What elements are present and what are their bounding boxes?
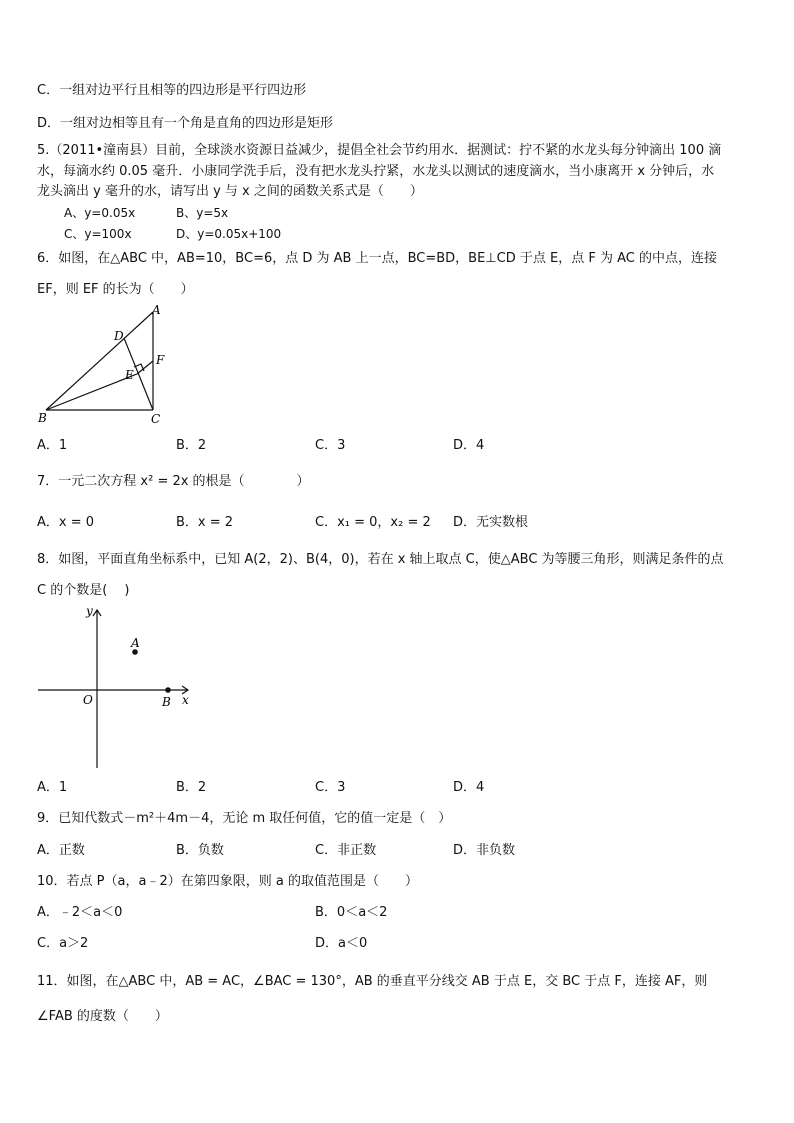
q6-option-c[interactable]: C．3 <box>315 438 346 453</box>
segment-ab <box>46 312 153 410</box>
q8-text-line1: 8．如图，平面直角坐标系中，已知 A(2，2)、B(4，0)，若在 x 轴上取点 C，使△ABC 为等腰三角形，则满足条件的点 <box>37 552 724 567</box>
q9-text: 9．已知代数式－m²＋4m－4，无论 m 取任何值，它的值一定是（ ） <box>37 811 452 826</box>
label-o: O <box>83 693 93 707</box>
label-f: F <box>156 353 165 367</box>
q9-option-b[interactable]: B．负数 <box>176 843 224 858</box>
q7-option-a[interactable]: A．x = 0 <box>37 515 95 530</box>
prev-option-c: C．一组对边平行且相等的四边形是平行四边形 <box>37 83 307 98</box>
label-c: C <box>151 412 161 426</box>
q7-option-d[interactable]: D．无实数根 <box>453 515 529 530</box>
q6-option-b[interactable]: B．2 <box>176 438 207 453</box>
q10-option-a[interactable]: A．﹣2＜a＜0 <box>37 905 123 920</box>
q6-text-line2: EF，则 EF 的长为（ ） <box>37 282 194 297</box>
q8-coordinate-figure <box>30 600 200 772</box>
label-e: E <box>125 368 134 382</box>
q10-option-b[interactable]: B．0＜a＜2 <box>315 905 388 920</box>
q8-option-b[interactable]: B．2 <box>176 780 207 795</box>
q8-option-c[interactable]: C．3 <box>315 780 346 795</box>
q6-text-line1: 6．如图，在△ABC 中，AB=10，BC=6，点 D 为 AB 上一点，BC=BD，BE⊥CD 于点 E，点 F 为 AC 的中点，连接 <box>37 251 717 266</box>
label-a: A <box>131 636 140 650</box>
q5-text-line1: 5.（2011•潼南县）目前，全球淡水资源日益减少，提倡全社会节约用水．据测试：拧不紧的水龙头每分钟滴出 100 滴 <box>37 143 722 158</box>
q6-triangle-figure <box>30 300 180 430</box>
prev-option-d: D．一组对边相等且有一个角是直角的四边形是矩形 <box>37 116 334 131</box>
q10-option-d[interactable]: D．a＜0 <box>315 936 368 951</box>
point-a <box>132 649 138 655</box>
point-b <box>165 687 171 693</box>
q7-option-b[interactable]: B．x = 2 <box>176 515 234 530</box>
q9-option-a[interactable]: A．正数 <box>37 843 85 858</box>
q7-text: 7．一元二次方程 x² = 2x 的根是（ ） <box>37 474 310 489</box>
q5-text-line3: 龙头滴出 y 毫升的水，请写出 y 与 x 之间的函数关系式是（ ） <box>37 184 423 199</box>
label-a: A <box>152 303 161 317</box>
q5-option-c[interactable]: C、y=100x <box>64 227 132 241</box>
q5-option-b[interactable]: B、y=5x <box>176 206 229 220</box>
q5-option-d[interactable]: D、y=0.05x+100 <box>176 227 282 241</box>
q5-text-line2: 水，每滴水约 0.05 毫升．小康同学洗手后，没有把水龙头拧紧，水龙头以测试的速度滴水，当小康离开 x 分钟后，水 <box>37 164 715 179</box>
q10-text: 10．若点 P（a，a﹣2）在第四象限，则 a 的取值范围是（ ） <box>37 874 418 889</box>
q10-option-c[interactable]: C．a＞2 <box>37 936 89 951</box>
q11-text-line1: 11．如图，在△ABC 中，AB = AC，∠BAC = 130°，AB 的垂直平分线交 AB 于点 E，交 BC 于点 F，连接 AF，则 <box>37 974 708 989</box>
label-d: D <box>114 329 124 343</box>
q8-option-a[interactable]: A．1 <box>37 780 68 795</box>
label-b: B <box>38 411 47 425</box>
q11-text-line2: ∠FAB 的度数（ ） <box>37 1009 168 1024</box>
segment-ef <box>137 361 153 374</box>
q6-option-a[interactable]: A．1 <box>37 438 68 453</box>
segment-be <box>46 374 137 410</box>
q8-option-d[interactable]: D．4 <box>453 780 485 795</box>
label-x: x <box>182 693 189 707</box>
q6-option-d[interactable]: D．4 <box>453 438 485 453</box>
q5-option-a[interactable]: A、y=0.05x <box>64 206 136 220</box>
label-b: B <box>162 695 171 709</box>
q8-text-line2: C 的个数是( ) <box>37 583 130 598</box>
q9-option-d[interactable]: D．非负数 <box>453 843 516 858</box>
q7-option-c[interactable]: C．x₁ = 0，x₂ = 2 <box>315 515 431 530</box>
label-y: y <box>86 604 93 618</box>
q9-option-c[interactable]: C．非正数 <box>315 843 377 858</box>
